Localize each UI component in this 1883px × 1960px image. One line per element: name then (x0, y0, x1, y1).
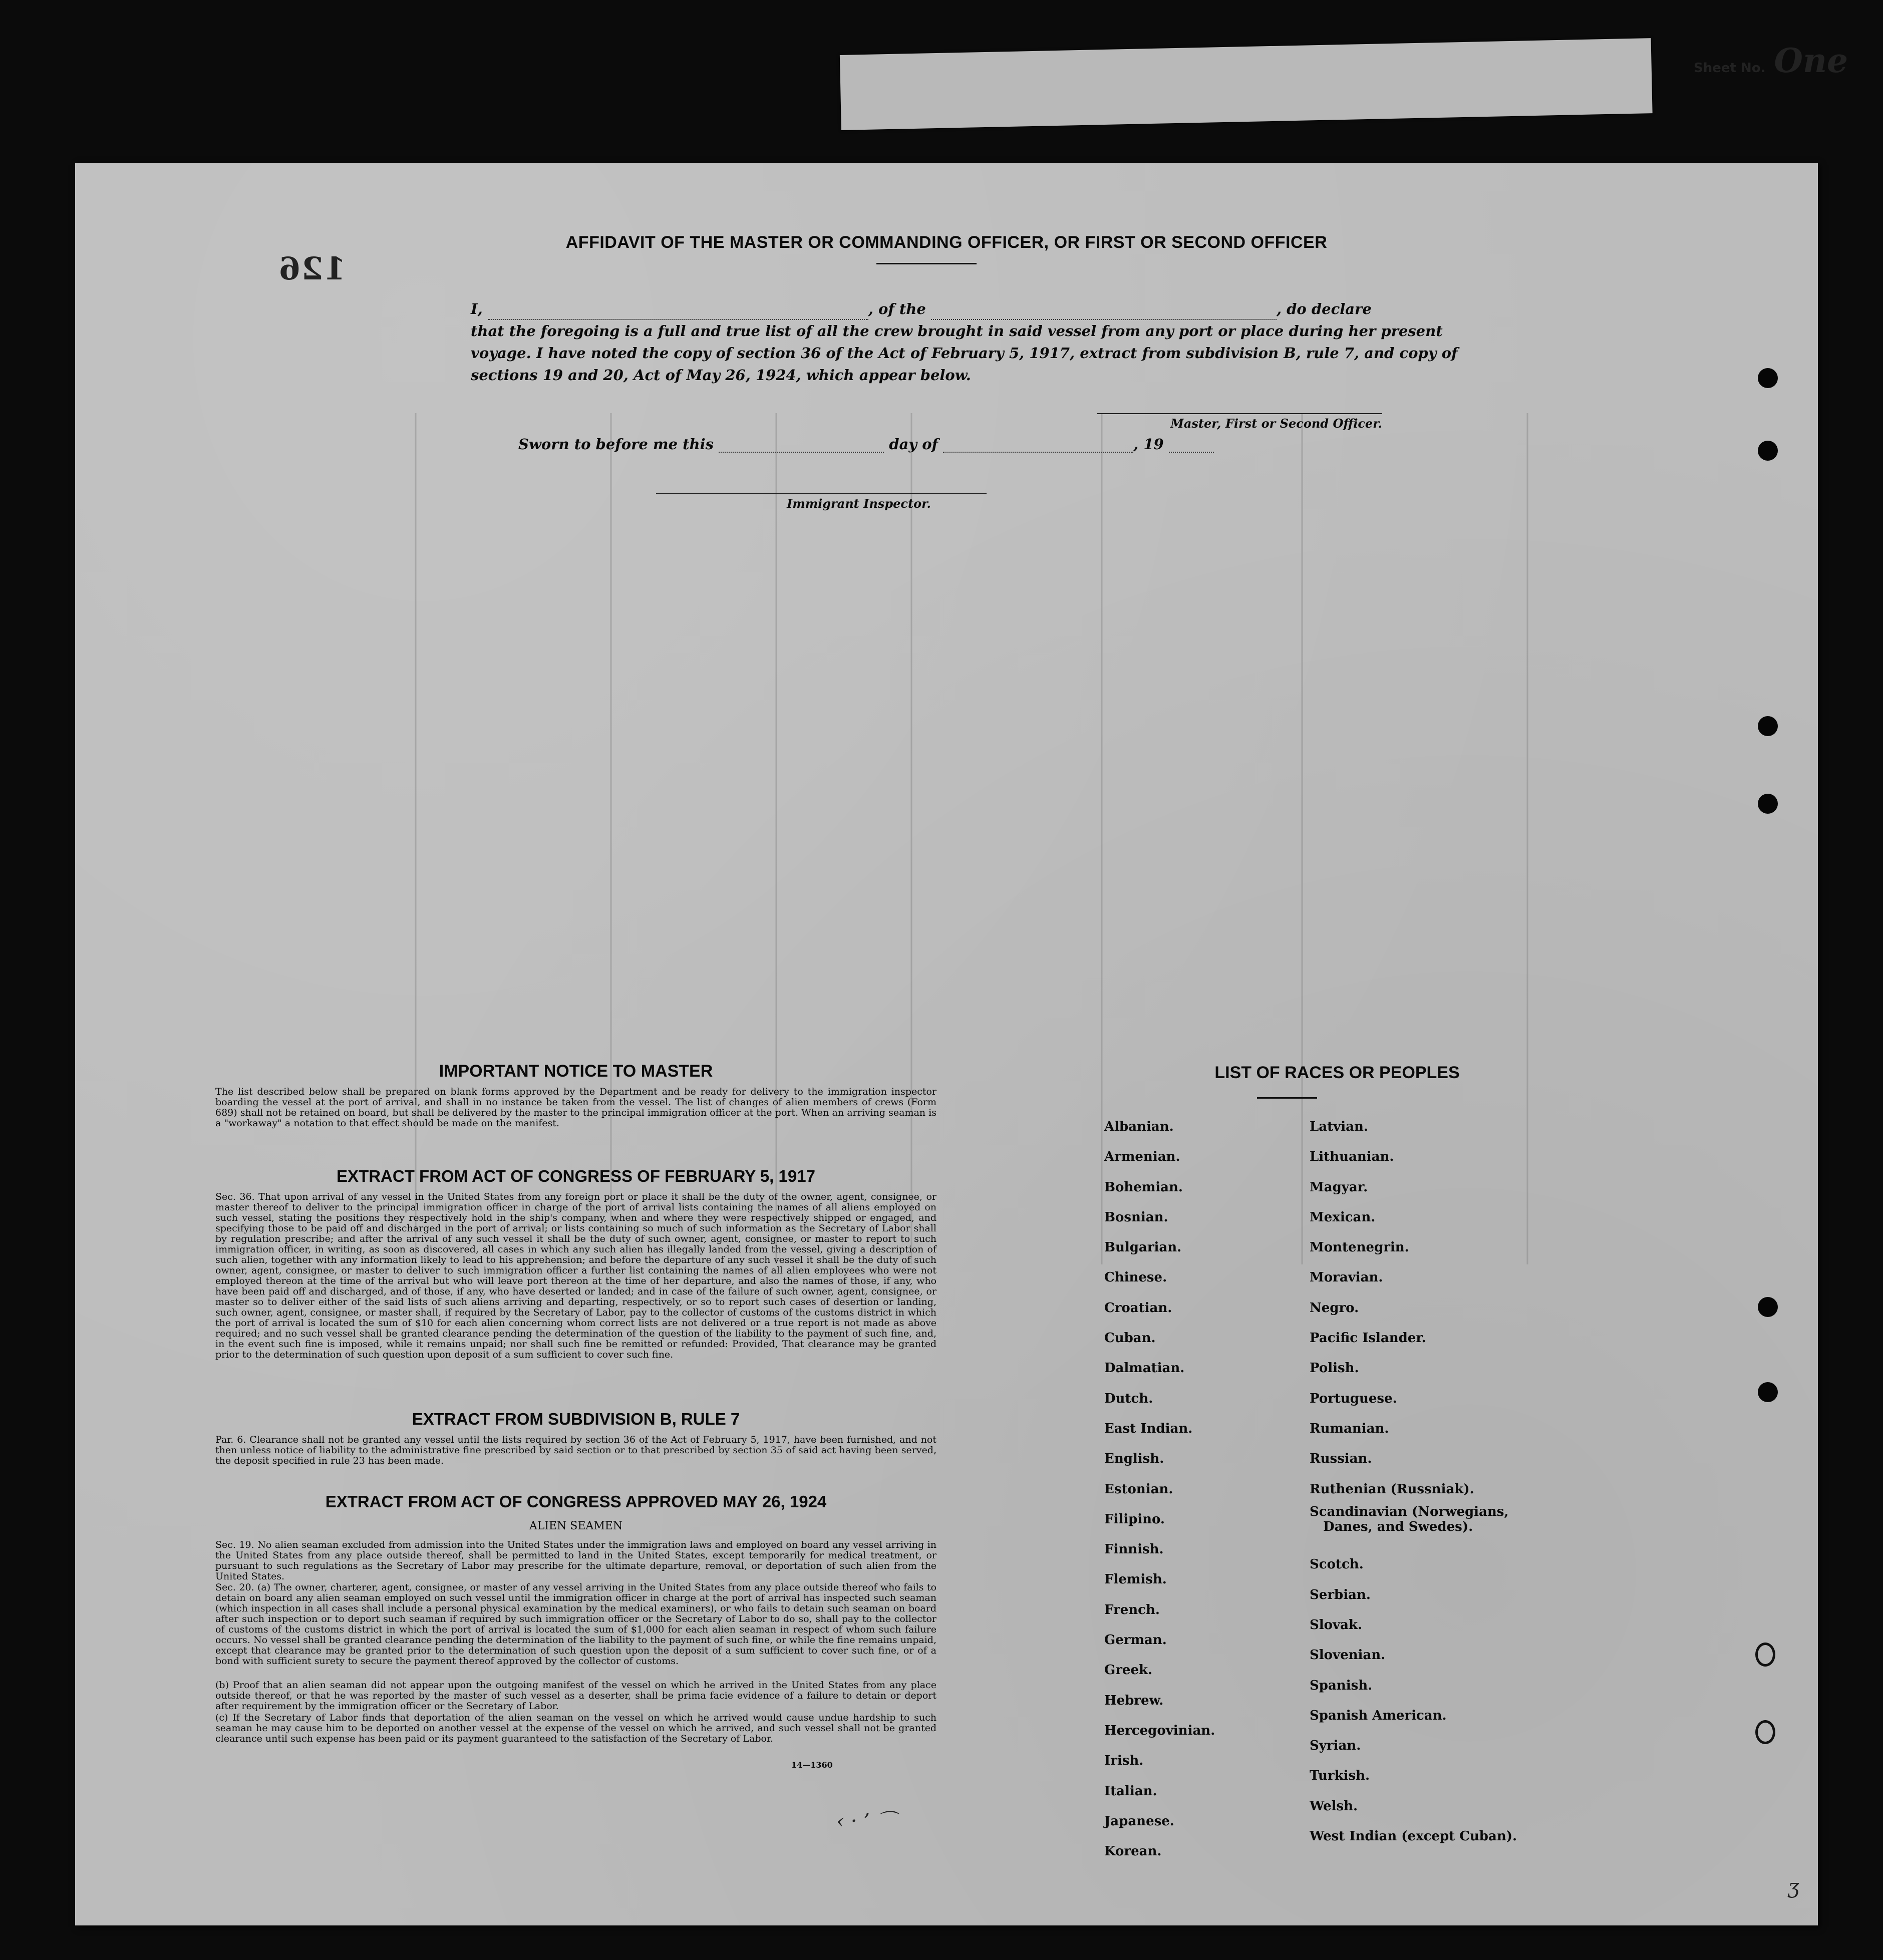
divider (876, 263, 977, 264)
punch-hole (1755, 1643, 1775, 1667)
extract-1917-title: EXTRACT FROM ACT OF CONGRESS OF FEBRUARY 5, 1917 (337, 1167, 815, 1185)
races-title: LIST OF RACES OR PEOPLES (1214, 1063, 1460, 1082)
sworn-line (518, 436, 1214, 453)
race-item: Hebrew. (1104, 1693, 1164, 1708)
vessel-blank[interactable] (931, 306, 1277, 320)
alien-seamen-subtitle: ALIEN SEAMEN (529, 1520, 623, 1532)
form-page (75, 163, 1818, 1925)
race-item: Flemish. (1104, 1572, 1167, 1587)
race-item: Croatian. (1104, 1300, 1172, 1316)
stamped-number: 126 (278, 250, 346, 287)
divider (1257, 1097, 1317, 1099)
race-item: Korean. (1104, 1844, 1162, 1859)
extract-rule7-title: EXTRACT FROM SUBDIVISION B, RULE 7 (412, 1410, 740, 1428)
punch-hole (1758, 1297, 1778, 1317)
race-item: Negro. (1310, 1300, 1359, 1316)
race-item: Syrian. (1310, 1738, 1361, 1754)
affidavit-of-the: , of the (868, 300, 926, 317)
race-item: Magyar. (1310, 1179, 1368, 1195)
race-item: Rumanian. (1310, 1421, 1389, 1436)
race-item: Bulgarian. (1104, 1240, 1182, 1255)
race-item: Irish. (1104, 1753, 1144, 1769)
signature-label: Master, First or Second Officer. (1170, 416, 1382, 431)
back-sheet (840, 38, 1653, 130)
race-item: Montenegrin. (1310, 1240, 1409, 1255)
notice-text: The list described below shall be prepared on blank forms approved by the Department and be ready for delivery to the immigration inspector boarding the vessel at the port of arrival, and shall in no instance be taken from the vessel. The list of changes of alien members of crews (Form 689) shall not be retained on board, but shall be delivered by the master to the principal immigration officer at the port. When an arriving seaman is a "workaway" a notation to that effect should be made on the manifest. (215, 1086, 936, 1129)
affidavit-body: that the foregoing is a full and true list of all the crew brought in said vessel from any port or place during her present voyage. I have noted the copy of section 36 of the Act of February 5, 1917, extract from subdivision B, rule 7, and copy of sections 19 and 20, Act of May 26, 1924, which appear below. (471, 322, 1458, 384)
affidavit-i: I, (471, 300, 483, 317)
extract-1917-text: Sec. 36. That upon arrival of any vessel in the United States from any foreign port or place it shall be the duty of the owner, agent, consignee, or master thereof to deliver to the principal immigration officer in charge of the port of arrival lists containing the names of all aliens employed on such vessel, stating the positions they respectively hold in the ship's company, when and where they were respectively shipped or engaged, and specifying those to be paid off and discharged in the port of arrival; or lists containing so much of such information as the Secretary of Labor shall by regulation prescribe; and after the arrival of any such vessel it shall be the duty of such owner, agent, consignee, or master to report to such immigration officer, in writing, as soon as discovered, all cases in which any such alien has illegally landed from the vessel, giving a description of such alien, together with any information likely to lead to his apprehension; and before the departure of any such vessel it shall be the duty of such owner, agent, consignee, or master to deliver to such immigration officer a further list containing the names of all alien employees who were not employed thereon at the time of the arrival but who will leave port thereon at the time of her departure, and also the names of those, if any, who have been paid off and discharged, and of those, if any, who have deserted or landed; and in case of the failure of such owner, agent, consignee, or master so to deliver either of the said lists of such aliens arriving and departing, respectively, or so to report such cases of desertion or landing, such owner, agent, consignee, or master shall, if required by the Secretary of Labor, pay to the collector of customs of the customs district in which the port of arrival is located the sum of $10 for each alien concerning whom correct lists are not delivered or a true report is not made as above required; and no such vessel shall be granted clearance pending the determination of the question of the liability to the payment of such fine, and, in the event such fine is imposed, while it remains unpaid; nor shall such fine be remitted or refunded: Provided, That clearance may be granted prior to the determination of such question upon deposit of a sum sufficient to cover such fine. (215, 1191, 936, 1360)
sworn-year: , 19 (1133, 436, 1164, 453)
race-item: Bohemian. (1104, 1179, 1183, 1195)
extract-1924-sec19: Sec. 19. No alien seaman excluded from admission into the United States under the immigration laws and employed on board any vessel arriving in the United States from any place outside thereof, shall be permitted to land in the United States, except temporarily for medical treatment, or pursuant to such regulations as the Secretary of Labor may prescribe for the ultimate departure, removal, or deportation of such alien from the United States. (215, 1539, 936, 1582)
handwritten-mark: ʒ (1788, 1875, 1799, 1898)
race-item: Chinese. (1104, 1270, 1167, 1285)
race-item: East Indian. (1104, 1421, 1193, 1436)
race-item: Slovenian. (1310, 1648, 1386, 1663)
punch-hole (1758, 1382, 1778, 1402)
race-item: German. (1104, 1632, 1167, 1648)
race-item: Moravian. (1310, 1270, 1383, 1285)
affidavit-text (471, 298, 1507, 386)
sheet-number (1694, 41, 1848, 80)
notice-title: IMPORTANT NOTICE TO MASTER (439, 1062, 713, 1081)
race-item: Finnish. (1104, 1542, 1164, 1557)
master-signature-block (1097, 413, 1382, 431)
race-item: Bosnian. (1104, 1209, 1168, 1225)
punch-hole (1758, 368, 1778, 388)
race-item: Slovak. (1310, 1617, 1363, 1632)
extract-1924-sec20b: (b) Proof that an alien seaman did not appear upon the outgoing manifest of the vessel on which he arrived in the United States from any place outside thereof, or that he was reported by the master of such vessel as a deserter, shall be prima facie evidence of a failure to detain or deport after requirement by the immigration officer or the Secretary of Labor. (215, 1680, 936, 1712)
race-item: Albanian. (1104, 1119, 1174, 1134)
month-blank[interactable] (943, 439, 1133, 453)
affidavit-line1 (471, 298, 1507, 320)
race-item: Greek. (1104, 1663, 1153, 1678)
race-item: Serbian. (1310, 1587, 1371, 1602)
sworn-prefix: Sworn to before me this (518, 436, 714, 453)
form-number: 14—1360 (791, 1760, 833, 1770)
race-item: Ruthenian (Russniak). (1310, 1481, 1474, 1497)
handwritten-mark: ‹ · ’ ⌒ (836, 1810, 896, 1833)
race-item: Japanese. (1104, 1813, 1174, 1829)
race-item: French. (1104, 1602, 1160, 1617)
affidavit-declare: , do declare (1276, 300, 1372, 317)
race-item: Pacific Islander. (1310, 1331, 1426, 1346)
inspector-signature-line[interactable] (656, 493, 987, 494)
punch-hole (1755, 1720, 1775, 1744)
race-item: Estonian. (1104, 1481, 1173, 1497)
day-blank[interactable] (719, 439, 884, 453)
race-item: Latvian. (1310, 1119, 1368, 1134)
sheet-number-handwritten: One (1774, 41, 1848, 80)
race-item: West Indian (except Cuban). (1310, 1829, 1517, 1844)
race-item: Spanish. (1310, 1678, 1373, 1693)
extract-1924-title: EXTRACT FROM ACT OF CONGRESS APPROVED MAY 26, 1924 (325, 1492, 827, 1511)
race-item: Spanish American. (1310, 1708, 1447, 1723)
race-item: Mexican. (1310, 1209, 1376, 1225)
year-blank[interactable] (1169, 439, 1214, 453)
race-item: Polish. (1310, 1361, 1359, 1376)
extract-1924-sec20a: Sec. 20. (a) The owner, charterer, agent, consignee, or master of any vessel arriving in the United States from any place outside thereof who fails to detain on board any alien seaman employed on such vessel until the immigration officer in charge at the port of arrival has inspected such seaman (which inspection in all cases shall include a personal physical examination by the medical examiners), or who fails to detain such seaman on board after such inspection or to deport such seaman if required by such immigration officer or the Secretary of Labor to do so, shall pay to the collector of customs of the customs district in which the port of arrival is located the sum of $1,000 for each alien seaman in respect of whom such failure occurs. No vessel shall be granted clearance pending the determination of the liability to the payment of such fine, or while the fine remains unpaid, except that clearance may be granted prior to the determination of such question upon the deposit of a sum sufficient to cover such fine, or of a bond with sufficient surety to secure the payment thereof approved by the collector of customs. (215, 1582, 936, 1667)
race-item: Filipino. (1104, 1511, 1165, 1527)
extract-1924-sec20c: (c) If the Secretary of Labor finds that deportation of the alien seaman on the vessel on which he arrived would cause undue hardship to such seaman he may cause him to be deported on another vessel at the expense of the vessel on which he arrived, and such vessel shall not be granted clearance until such expense has been paid or its payment guaranteed to the satisfaction of the Secretary of Labor. (215, 1712, 936, 1744)
sworn-day-of: day of (889, 436, 938, 453)
race-item: Dutch. (1104, 1391, 1153, 1406)
signature-line[interactable] (1097, 413, 1382, 414)
race-item: Russian. (1310, 1451, 1372, 1467)
extract-rule7-text: Par. 6. Clearance shall not be granted any vessel until the lists required by section 36 of the Act of February 5, 1917, have been furnished, and not then unless notice of liability to the administrative fine prescribed by said section or to that prescribed by section 35 of said act having been served, the deposit specified in rule 23 has been made. (215, 1434, 936, 1466)
punch-hole (1758, 441, 1778, 461)
affidavit-title: AFFIDAVIT OF THE MASTER OR COMMANDING OFFICER, OR FIRST OR SECOND OFFICER (565, 233, 1328, 252)
races-right-column (1310, 1112, 1517, 1851)
races-left-column (1104, 1112, 1215, 1866)
race-item: Welsh. (1310, 1798, 1358, 1814)
race-item: Hercegovinian. (1104, 1723, 1215, 1738)
punch-hole (1758, 794, 1778, 814)
punch-hole (1758, 716, 1778, 736)
race-item: Scotch. (1310, 1557, 1364, 1572)
sheet-number-label: Sheet No. (1693, 61, 1766, 76)
race-item: Cuban. (1104, 1331, 1156, 1346)
race-item: Portuguese. (1310, 1391, 1397, 1406)
race-item: Dalmatian. (1104, 1361, 1185, 1376)
race-item: Turkish. (1310, 1768, 1370, 1784)
race-item: Italian. (1104, 1783, 1157, 1799)
race-item: Armenian. (1104, 1149, 1180, 1165)
race-item: English. (1104, 1451, 1164, 1467)
race-item: Lithuanian. (1310, 1149, 1394, 1165)
inspector-label: Immigrant Inspector. (787, 496, 931, 511)
race-item: Scandinavian (Norwegians, Danes, and Swedes). (1310, 1504, 1509, 1534)
name-blank[interactable] (488, 306, 868, 320)
inspector-signature-block (656, 493, 987, 511)
